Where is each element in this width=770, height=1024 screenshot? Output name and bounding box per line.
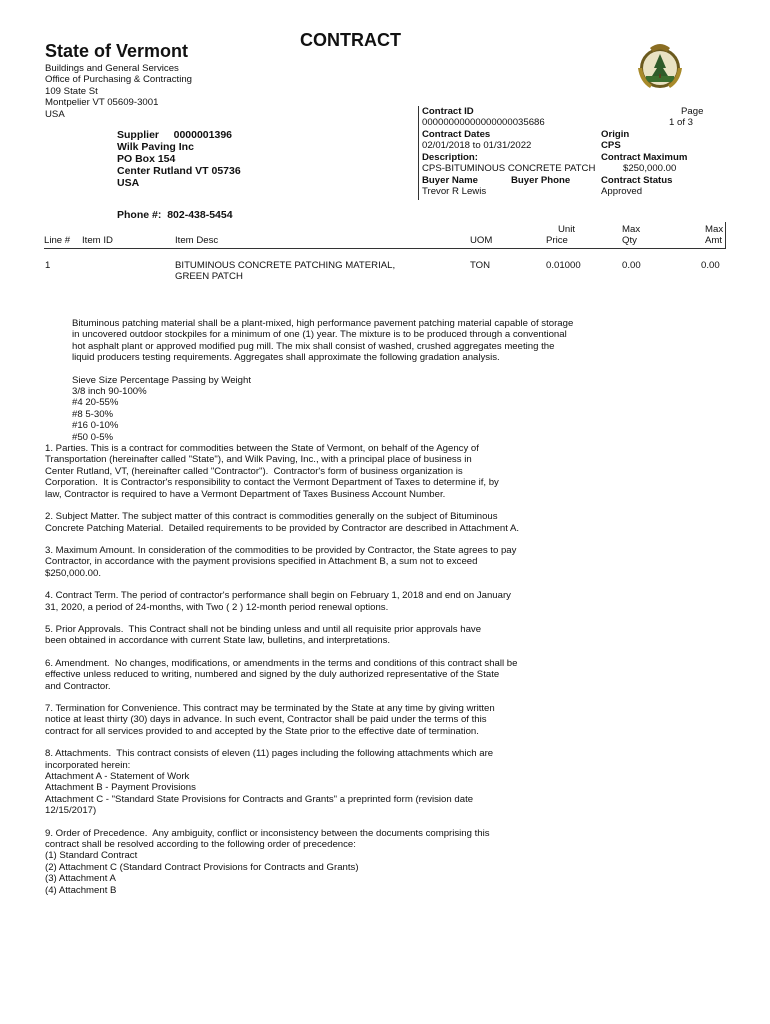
contract-body [45,318,605,896]
body-line: notice at least thirty (30) days in advance. In such event, Contractor shall be paid under the terms of this [45,714,487,726]
buyer-name-label: Buyer Name [422,175,478,186]
body-line: 8. Attachments. This contract consists of eleven (11) pages including the following attachments which are [45,748,494,760]
body-line: 6. Amendment. No changes, modifications, or amendments in the terms and conditions of this contract shall be [45,657,518,669]
col-unit-price-1: Unit [558,224,576,235]
row-desc-2: GREEN PATCH [175,271,243,282]
buyer-name-value: Trevor R Lewis [422,186,487,197]
supplier-address-1: PO Box 154 [117,153,176,165]
supplier-country: USA [117,177,140,189]
body-line: contract for all services provided to and accepted by the State prior to the effective date of termination. [45,725,479,737]
body-line: law, Contractor is required to have a Vermont Department of Taxes Business Account Number. [45,488,446,500]
agency-line: Office of Purchasing & Contracting [45,74,193,86]
contract-status-label: Contract Status [601,175,673,186]
col-line: Line # [44,235,71,246]
contract-dates-value: 02/01/2018 to 01/31/2022 [422,140,532,151]
section-order-of-precedence [45,828,605,896]
supplier-number: 0000001396 [173,129,233,141]
supplier-label: Supplier [117,129,160,141]
section-attachments [45,748,605,816]
phone-label: Phone #: [117,209,162,221]
col-max-qty-1: Max [622,224,641,235]
body-line: Sieve Size Percentage Passing by Weight [72,374,252,386]
contract-id-value: 00000000000000000035686 [422,117,545,128]
state-title: State of Vermont [45,41,189,61]
body-line: Attachment B - Payment Provisions [45,782,196,794]
supplier-block [117,129,241,189]
body-line: Center Rutland, VT, (hereinafter called "Contractor"). Contractor's form of business organization is [45,465,463,477]
body-line: 12/15/2017) [45,805,97,817]
phone-value: 802-438-5454 [167,209,233,221]
contract-status-value: Approved [601,186,643,197]
body-line: and Contractor. [45,680,111,692]
body-line: $250,000.00. [45,567,102,579]
supplier-phone [117,210,233,221]
row-uom: TON [470,260,491,271]
section-maximum-amount [45,545,605,579]
body-line: 31, 2020, a period of 24-months, with Two ( 2 ) 12-month period renewal options. [45,601,389,613]
agency-line: 109 State St [45,85,98,97]
agency-address [45,63,192,120]
body-line: #16 0-10% [72,420,119,432]
body-line: Attachment A - Statement of Work [45,771,190,782]
body-line: (3) Attachment A [45,873,116,885]
body-line: Corporation. It is Contractor's responsibility to contact the Vermont Department of Taxes to determine if, by [45,477,499,489]
origin-label: Origin [601,129,630,140]
line-table-header [44,222,726,249]
document-title: CONTRACT [300,30,401,50]
section-subject-matter [45,511,605,534]
col-max-qty-2: Qty [622,235,637,246]
body-line: incorporated herein: [45,759,131,771]
body-line: in uncovered outdoor stockpiles for a minimum of one (1) year. The mixture is to be produced through a conventional [72,329,567,341]
body-line: (2) Attachment C (Standard Contract Provisions for Contracts and Grants) [45,861,359,873]
contract-dates-label: Contract Dates [422,129,491,140]
section-parties [45,443,605,500]
agency-line: USA [45,108,65,120]
body-line: effective unless reduced to writing, numbered and signed by the duly authorized representative of the State [45,669,500,681]
body-line: #4 20-55% [72,397,119,409]
body-line: 5. Prior Approvals. This Contract shall not be binding unless and until all requisite prior approvals have [45,623,482,635]
contract-info-box [418,106,725,200]
body-line: 3. Maximum Amount. In consideration of the commodities to be provided by Contractor, the State agrees to pay [45,544,517,556]
col-max-amt-2: Amt [705,235,723,246]
body-line: Contractor, in accordance with the payment provisions specified in Attachment B, a sum not to exceed [45,556,478,568]
contract-maximum-value: $250,000.00 [623,163,677,174]
col-uom: UOM [470,235,493,246]
page-value: 1 of 3 [669,117,694,128]
supplier-name: Wilk Paving Inc [117,141,194,153]
buyer-phone-label: Buyer Phone [511,175,571,186]
body-line: (4) Attachment B [45,884,117,896]
body-line: Concrete Patching Material. Detailed requirements to be provided by Contractor are described in Attachment A. [45,522,520,534]
body-line: #8 5-30% [72,408,114,420]
row-max-amt: 0.00 [701,260,720,271]
body-line: liquid producers testing requirements. Aggregates shall approximate the following gradation analysis. [72,352,500,364]
agency-line: Buildings and General Services [45,63,179,74]
body-line: 2. Subject Matter. The subject matter of this contract is commodities generally on the subject of Bituminous [45,511,498,523]
item-description [45,318,605,443]
body-line: 9. Order of Precedence. Any ambiguity, conflict or inconsistency between the documents comprising this [45,827,490,839]
body-line: 7. Termination for Convenience. This contract may be terminated by the State at any time by giving written [45,702,495,714]
body-line: 1. Parties. This is a contract for commodities between the State of Vermont, on behalf of the Agency of [45,443,479,455]
section-contract-term [45,590,605,613]
col-unit-price-2: Price [546,235,568,246]
row-unit-price: 0.01000 [546,260,581,271]
vermont-seal-icon [632,38,688,94]
body-line: (1) Standard Contract [45,850,138,862]
body-line: hot asphalt plant or approved modified pug mill. The mix shall consist of washed, crushed aggregates meeting the [72,340,555,352]
description-label: Description: [422,152,478,163]
page-label: Page [681,106,704,117]
body-line: 4. Contract Term. The period of contractor's performance shall begin on February 1, 2018 and end on January [45,590,511,602]
section-termination [45,703,605,737]
body-line: #50 0-5% [72,431,114,443]
description-value: CPS-BITUMINOUS CONCRETE PATCH [422,163,596,174]
supplier-id-line [117,129,241,141]
agency-line: Montpelier VT 05609-3001 [45,97,159,109]
body-line: Attachment C - "Standard State Provisions for Contracts and Grants" a preprinted form (revision date [45,793,474,805]
body-line: been obtained in accordance with current State law, bulletins, and interpretations. [45,635,391,647]
supplier-address-2: Center Rutland VT 05736 [117,165,241,177]
col-item-id: Item ID [82,235,113,246]
origin-value: CPS [601,140,621,151]
section-prior-approvals [45,624,605,647]
body-line: Transportation (hereinafter called "State"), and Wilk Paving, Inc., with a principal place of business in [45,454,472,466]
body-line: Bituminous patching material shall be a plant-mixed, high performance pavement patching material capable of storage [72,318,574,329]
contract-maximum-label: Contract Maximum [601,152,688,163]
section-amendment [45,658,605,692]
row-desc-1: BITUMINOUS CONCRETE PATCHING MATERIAL, [175,260,396,271]
body-line: contract shall be resolved according to the following order of precedence: [45,839,356,851]
row-line: 1 [45,260,51,271]
body-line: 3/8 inch 90-100% [72,386,147,398]
contract-id-label: Contract ID [422,106,474,117]
col-item-desc: Item Desc [175,235,219,246]
row-max-qty: 0.00 [622,260,641,271]
col-max-amt-1: Max [705,224,724,235]
